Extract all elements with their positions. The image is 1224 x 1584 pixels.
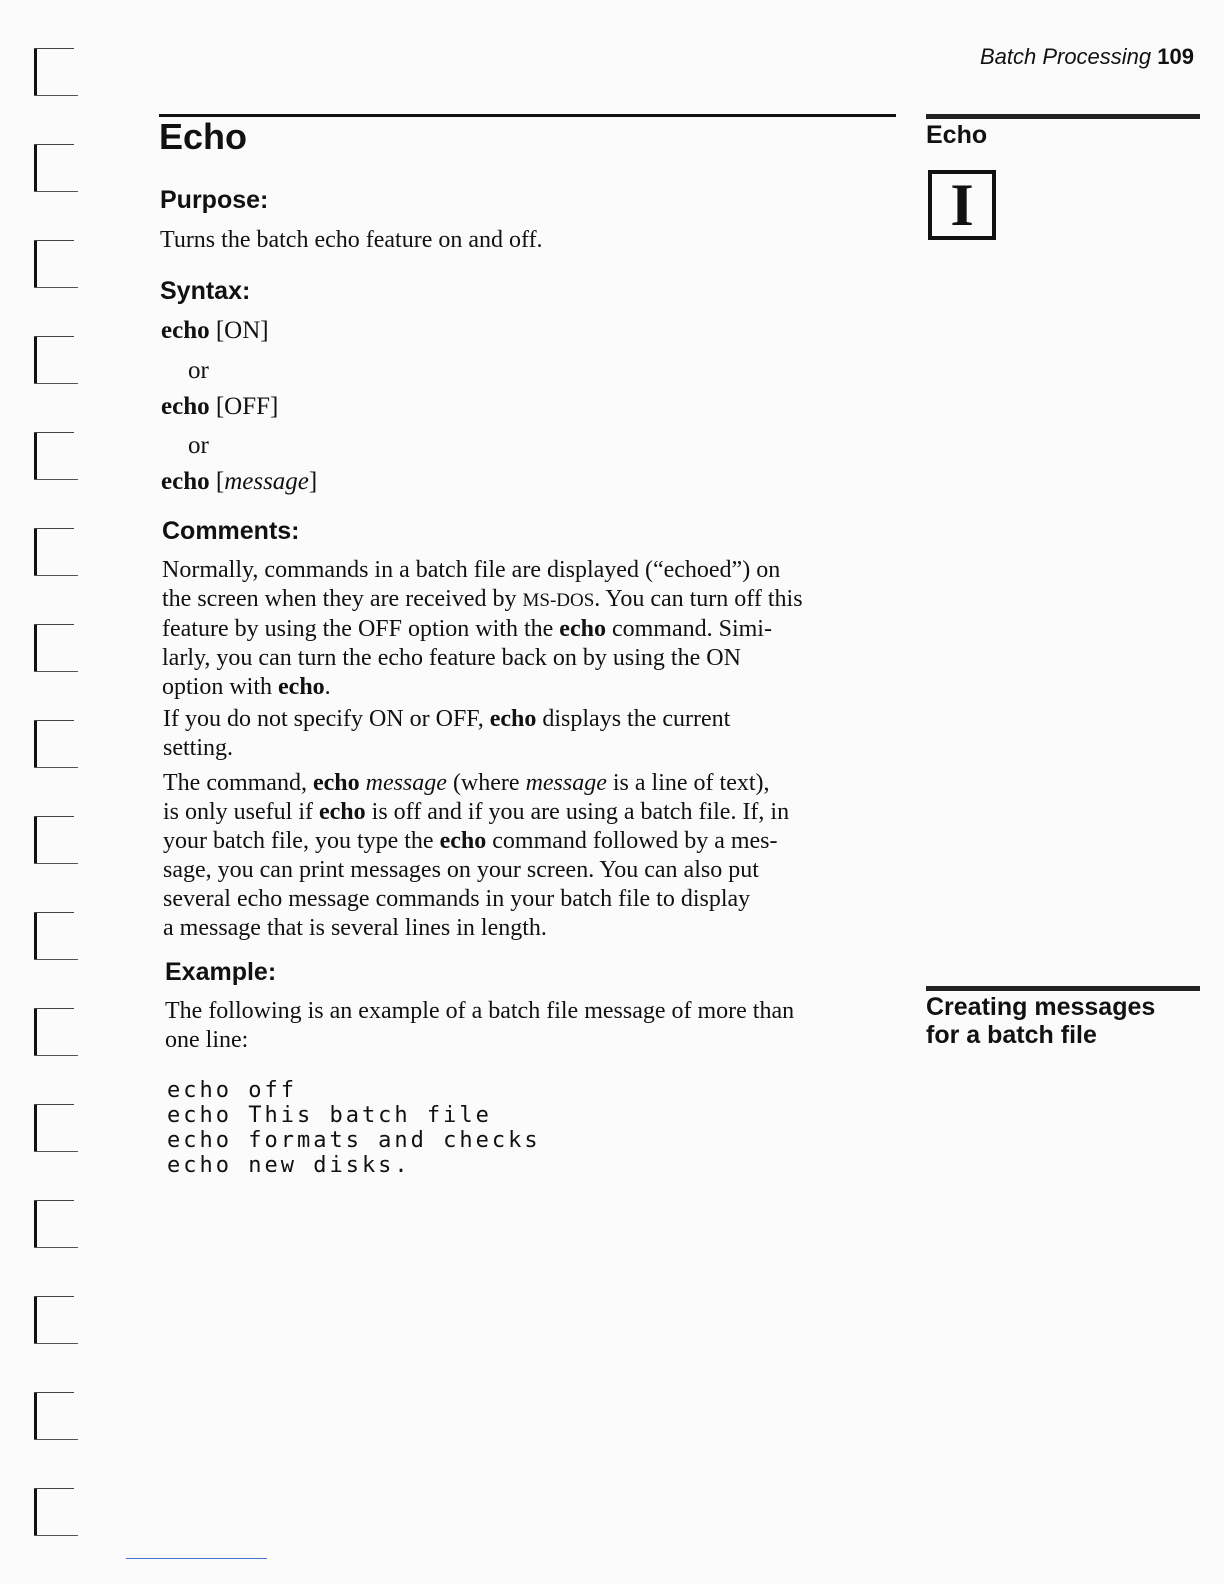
syntax-line-on xyxy=(161,317,269,345)
syntax-bracket: [ xyxy=(215,468,225,495)
text-line xyxy=(162,615,803,644)
margin-heading-line: for a batch file xyxy=(926,1021,1097,1049)
purpose-text: Turns the batch echo feature on and off. xyxy=(160,227,543,253)
example-heading: Example: xyxy=(165,958,277,986)
echo-bold: echo xyxy=(319,799,366,825)
echo-bold: echo xyxy=(489,706,537,732)
page-number: 109 xyxy=(1157,44,1194,69)
text-span: . xyxy=(324,674,331,700)
text-line xyxy=(163,798,789,827)
binder-mark xyxy=(34,1008,78,1056)
text-line: sage, you can print messages on your screen. You can also put xyxy=(163,857,759,883)
purpose-heading: Purpose: xyxy=(160,186,269,214)
binder-mark xyxy=(34,816,78,864)
binder-mark xyxy=(34,624,78,672)
code-example xyxy=(167,1078,541,1178)
text-span: displays the current xyxy=(536,706,731,732)
code-line: echo formats and checks xyxy=(167,1128,541,1153)
binder-mark xyxy=(34,1488,78,1536)
binder-mark xyxy=(34,240,78,288)
text-line: setting. xyxy=(163,735,233,761)
binder-mark xyxy=(34,720,78,768)
echo-bold: echo xyxy=(559,616,606,642)
binder-mark xyxy=(34,48,78,96)
text-line xyxy=(162,585,803,615)
comments-heading: Comments: xyxy=(162,517,300,545)
side-title: Echo xyxy=(926,121,988,149)
text-span: The command, xyxy=(163,770,313,796)
code-line: echo off xyxy=(167,1078,297,1103)
binder-mark xyxy=(34,528,78,576)
text-span: (where xyxy=(446,770,526,796)
syntax-command: echo xyxy=(161,468,210,495)
text-span: your batch file, you type the xyxy=(163,828,440,854)
text-span: command followed by a mes- xyxy=(486,828,778,854)
syntax-option-off: [OFF] xyxy=(215,393,279,420)
running-head xyxy=(980,44,1194,70)
syntax-bracket: ] xyxy=(308,468,318,495)
side-rule xyxy=(926,114,1200,119)
text-line xyxy=(163,827,789,856)
section-tab-box xyxy=(928,170,996,240)
text-line: Normally, commands in a batch file are displayed (“echoed”) on xyxy=(162,557,781,583)
section-tab-letter: I xyxy=(950,172,974,238)
margin-heading xyxy=(926,993,1155,1049)
text-line xyxy=(162,673,803,702)
code-line: echo This batch file xyxy=(167,1103,492,1128)
text-line: a message that is several lines in length. xyxy=(163,915,547,941)
text-line xyxy=(163,769,789,798)
bottom-edge-line xyxy=(126,1558,267,1559)
text-span: . You can turn off this xyxy=(594,586,803,612)
running-head-section: Batch Processing xyxy=(979,44,1152,69)
binder-mark xyxy=(34,336,78,384)
syntax-message: message xyxy=(224,468,309,495)
syntax-heading: Syntax: xyxy=(160,277,251,305)
text-span: feature by using the OFF option with the xyxy=(162,616,560,642)
message-italic: message xyxy=(365,770,447,796)
example-intro xyxy=(165,997,794,1055)
text-span: is a line of text), xyxy=(606,770,770,796)
binder-mark xyxy=(34,1296,78,1344)
binder-mark xyxy=(34,432,78,480)
text-line xyxy=(163,705,730,734)
message-italic: message xyxy=(525,770,607,796)
text-span: is only useful if xyxy=(163,799,319,825)
comments-paragraph-1 xyxy=(162,556,803,702)
text-line: one line: xyxy=(165,1027,249,1053)
syntax-command: echo xyxy=(161,317,210,344)
text-span: the screen when they are received by xyxy=(162,586,523,612)
syntax-option-on: [ON] xyxy=(215,317,269,344)
page-title: Echo xyxy=(159,116,248,157)
echo-bold: echo xyxy=(312,770,360,796)
text-line: larly, you can turn the echo feature back on by using the ON xyxy=(162,645,741,671)
text-line: several echo message commands in your batch file to display xyxy=(163,886,751,912)
syntax-command: echo xyxy=(161,393,210,420)
syntax-line-off xyxy=(161,393,278,421)
comments-paragraph-3 xyxy=(163,769,789,943)
binder-mark xyxy=(34,1104,78,1152)
echo-bold: echo xyxy=(278,674,325,700)
msdos-smallcaps: MS-DOS xyxy=(522,590,595,611)
text-span: command. Simi- xyxy=(605,616,772,642)
text-span: is off and if you are using a batch file. If, in xyxy=(365,799,790,825)
binder-mark xyxy=(34,1392,78,1440)
syntax-or: or xyxy=(188,432,209,459)
binder-mark xyxy=(34,912,78,960)
text-span: If you do not specify ON or OFF, xyxy=(163,706,490,732)
binder-mark xyxy=(34,144,78,192)
margin-heading-line: Creating messages xyxy=(926,993,1156,1021)
syntax-line-message xyxy=(161,468,317,496)
title-rule xyxy=(159,114,896,117)
comments-paragraph-2 xyxy=(163,705,730,763)
syntax-or: or xyxy=(188,357,209,384)
text-span: option with xyxy=(162,674,279,700)
echo-bold: echo xyxy=(439,828,487,854)
side-rule-lower xyxy=(926,986,1200,991)
code-line: echo new disks. xyxy=(167,1153,411,1178)
binder-mark xyxy=(34,1200,78,1248)
text-line: The following is an example of a batch file message of more than xyxy=(165,998,795,1024)
